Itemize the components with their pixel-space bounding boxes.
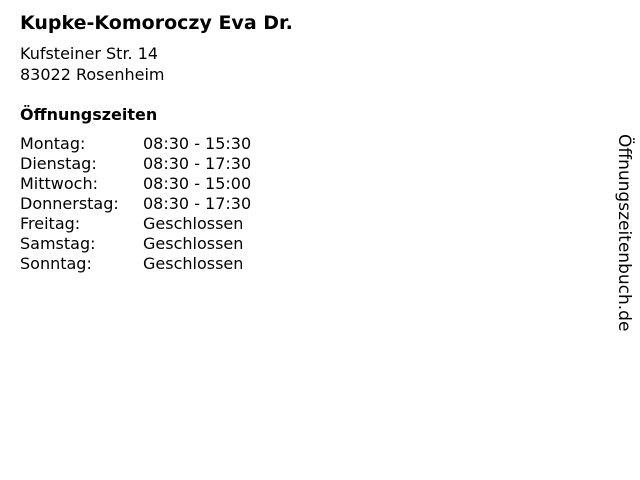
time-value: 08:30 - 17:30 xyxy=(143,194,252,213)
day-label: Dienstag: xyxy=(20,154,97,173)
opening-hours-heading: Öffnungszeiten xyxy=(20,105,158,124)
day-label: Montag: xyxy=(20,134,86,153)
time-value: Geschlossen xyxy=(143,254,244,273)
hours-row-saturday xyxy=(20,234,251,254)
time-value: 08:30 - 17:30 xyxy=(143,154,252,173)
time-value: 08:30 - 15:30 xyxy=(143,134,252,153)
day-label: Donnerstag: xyxy=(20,194,119,213)
day-label: Sonntag: xyxy=(20,254,92,273)
business-address xyxy=(20,43,165,85)
hours-row-sunday xyxy=(20,254,251,274)
hours-row-monday xyxy=(20,134,251,154)
hours-row-tuesday xyxy=(20,154,251,174)
hours-row-thursday xyxy=(20,194,251,214)
opening-hours-table xyxy=(20,134,251,274)
hours-row-wednesday xyxy=(20,174,251,194)
address-street: Kufsteiner Str. 14 xyxy=(20,44,159,63)
day-label: Freitag: xyxy=(20,214,81,233)
hours-row-friday xyxy=(20,214,251,234)
time-value: 08:30 - 15:00 xyxy=(143,174,252,193)
site-watermark: Öffnungszeitenbuch.de xyxy=(614,134,634,332)
day-label: Samstag: xyxy=(20,234,96,253)
business-name: Kupke-Komoroczy Eva Dr. xyxy=(20,12,293,34)
day-label: Mittwoch: xyxy=(20,174,98,193)
time-value: Geschlossen xyxy=(143,234,244,253)
address-city: 83022 Rosenheim xyxy=(20,65,165,84)
time-value: Geschlossen xyxy=(143,214,244,233)
